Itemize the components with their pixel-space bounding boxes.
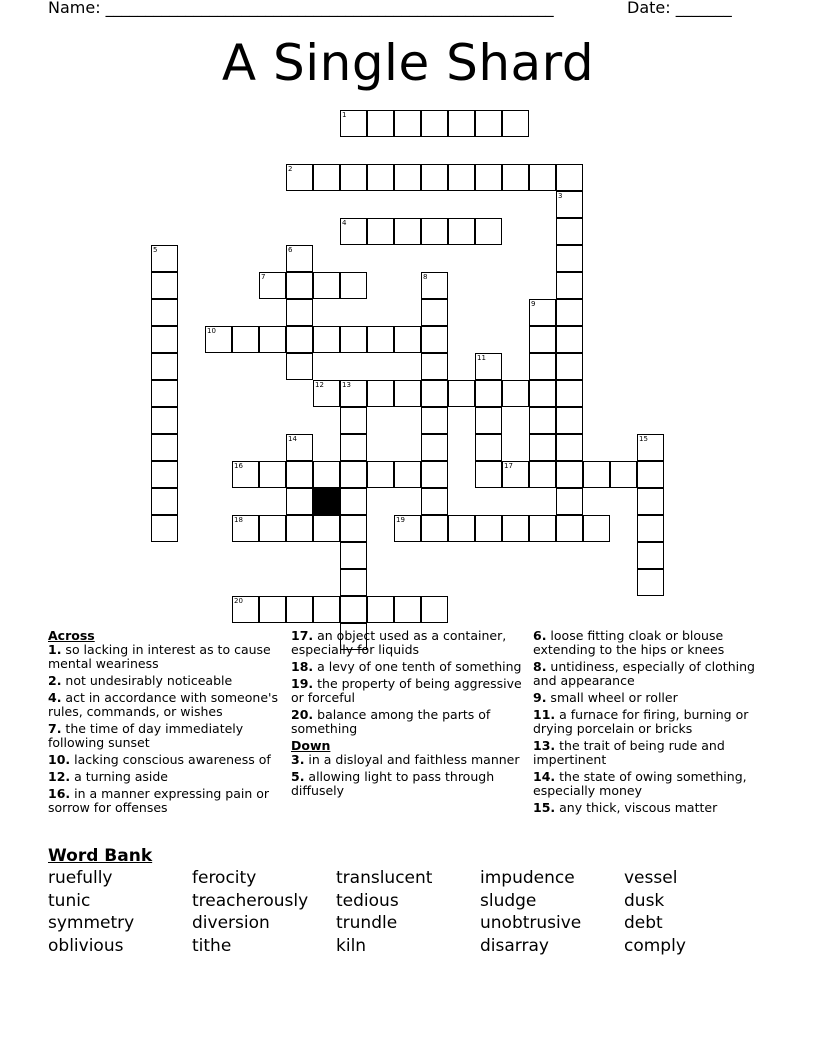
clue-num: 4. (48, 690, 62, 705)
clue-number: 5 (153, 246, 158, 254)
grid-cell[interactable] (448, 515, 475, 542)
clue-number: 18 (234, 516, 243, 524)
grid-cell[interactable] (421, 515, 448, 542)
grid-cell[interactable] (502, 515, 529, 542)
grid-cell[interactable] (151, 299, 178, 326)
grid-cell[interactable] (340, 380, 367, 407)
grid-cell[interactable] (340, 218, 367, 245)
clue-text: loose fitting cloak or blouse extending to the hips or knees (533, 628, 725, 657)
grid-cell[interactable] (421, 380, 448, 407)
down-clue (533, 801, 773, 815)
clue-num: 7. (48, 721, 62, 736)
grid-cell[interactable] (556, 353, 583, 380)
clue-text: the trait of being rude and impertinent (533, 738, 725, 767)
grid-cell[interactable] (529, 461, 556, 488)
down-clue (533, 660, 773, 688)
grid-cell[interactable] (367, 164, 394, 191)
grid-cell[interactable] (502, 380, 529, 407)
grid-cell[interactable] (556, 164, 583, 191)
grid-cell[interactable] (475, 515, 502, 542)
grid-cell[interactable] (529, 515, 556, 542)
clue-number: 20 (234, 597, 243, 605)
grid-cell[interactable] (286, 488, 313, 515)
grid-cell[interactable] (421, 488, 448, 515)
down-clue (533, 739, 773, 767)
word-bank-word: ruefully (48, 868, 113, 888)
grid-cell[interactable] (367, 110, 394, 137)
grid-cell[interactable] (421, 272, 448, 299)
grid-cell[interactable] (475, 164, 502, 191)
date-field-label: Date: _______ (627, 0, 732, 17)
grid-cell[interactable] (421, 326, 448, 353)
word-bank-title: Word Bank (48, 846, 153, 866)
grid-cell[interactable] (259, 272, 286, 299)
across-clue (48, 691, 280, 719)
across-clue (48, 722, 280, 750)
page-title: A Single Shard (221, 34, 595, 92)
grid-cell[interactable] (286, 272, 313, 299)
across-clue (48, 753, 280, 767)
grid-cell[interactable] (448, 164, 475, 191)
grid-cell[interactable] (610, 461, 637, 488)
clue-num: 15. (533, 800, 556, 815)
grid-cell[interactable] (556, 191, 583, 218)
clue-num: 1. (48, 642, 62, 657)
grid-cell[interactable] (151, 326, 178, 353)
grid-cell[interactable] (313, 515, 340, 542)
grid-cell[interactable] (205, 326, 232, 353)
grid-cell[interactable] (286, 245, 313, 272)
across-clue (291, 660, 523, 674)
grid-cell[interactable] (394, 461, 421, 488)
grid-cell[interactable] (448, 110, 475, 137)
grid-cell[interactable] (151, 272, 178, 299)
clue-num: 20. (291, 707, 314, 722)
grid-cell[interactable] (340, 326, 367, 353)
grid-cell[interactable] (583, 461, 610, 488)
grid-cell[interactable] (286, 164, 313, 191)
grid-cell[interactable] (259, 326, 286, 353)
clue-text: in a disloyal and faithless manner (304, 752, 520, 767)
clue-number: 4 (342, 219, 347, 227)
clue-text: a levy of one tenth of something (313, 659, 522, 674)
word-bank-word: trundle (336, 913, 398, 933)
clue-number: 16 (234, 462, 243, 470)
word-bank-word: tunic (48, 890, 91, 911)
word-bank-word: dusk (624, 890, 665, 911)
word-bank-word: debt (624, 913, 663, 933)
grid-cell[interactable] (313, 596, 340, 623)
clue-number: 7 (261, 273, 266, 281)
grid-cell[interactable] (637, 461, 664, 488)
grid-cell[interactable] (556, 218, 583, 245)
clue-number: 1 (342, 111, 347, 119)
grid-cell[interactable] (475, 380, 502, 407)
grid-cell[interactable] (556, 326, 583, 353)
grid-cell[interactable] (421, 164, 448, 191)
grid-cell[interactable] (394, 110, 421, 137)
grid-cell[interactable] (151, 434, 178, 461)
grid-cell[interactable] (421, 596, 448, 623)
clue-num: 16. (48, 786, 71, 801)
grid-cell[interactable] (232, 461, 259, 488)
grid-cell[interactable] (286, 299, 313, 326)
clue-num: 17. (291, 628, 314, 643)
clue-text: allowing light to pass through diffusely (291, 769, 495, 798)
grid-cell[interactable] (340, 110, 367, 137)
down-clue (291, 753, 523, 767)
grid-cell[interactable] (313, 164, 340, 191)
grid-cell[interactable] (637, 542, 664, 569)
grid-cell[interactable] (421, 434, 448, 461)
clue-text: the property of being aggressive or forceful (291, 676, 522, 705)
clue-text: in a manner expressing pain or sorrow for offenses (48, 786, 270, 815)
clue-column-1 (48, 629, 280, 818)
grid-cell[interactable] (313, 461, 340, 488)
clue-text: a furnace for firing, burning or drying porcelain or bricks (533, 707, 749, 736)
grid-cell[interactable] (232, 515, 259, 542)
grid-cell[interactable] (340, 434, 367, 461)
down-clue (533, 629, 773, 657)
grid-cell[interactable] (367, 461, 394, 488)
word-bank-word: vessel (624, 868, 678, 888)
grid-cell[interactable] (340, 596, 367, 623)
grid-cell[interactable] (421, 299, 448, 326)
grid-cell[interactable] (448, 380, 475, 407)
name-field-label: Name: ________________________________________________________ (48, 0, 554, 17)
word-bank-word: oblivious (48, 935, 124, 956)
grid-cell[interactable] (286, 596, 313, 623)
grid-cell[interactable] (637, 488, 664, 515)
across-clue (48, 787, 280, 815)
clue-text: the time of day immediately following sunset (48, 721, 244, 750)
clue-num: 9. (533, 690, 547, 705)
clue-number: 17 (504, 462, 513, 470)
down-clue (291, 770, 523, 798)
clue-text: lacking conscious awareness of (70, 752, 271, 767)
word-bank-word: ferocity (192, 868, 257, 888)
grid-cell[interactable] (286, 326, 313, 353)
across-clue (48, 770, 280, 784)
clue-number: 14 (288, 435, 297, 443)
grid-cell[interactable] (151, 245, 178, 272)
grid-cell[interactable] (502, 461, 529, 488)
grid-cell[interactable] (286, 461, 313, 488)
grid-cell[interactable] (556, 407, 583, 434)
word-bank-word: impudence (480, 868, 575, 888)
grid-cell[interactable] (340, 164, 367, 191)
grid-cell[interactable] (313, 326, 340, 353)
grid-cell[interactable] (556, 245, 583, 272)
grid-cell[interactable] (529, 353, 556, 380)
grid-cell[interactable] (151, 461, 178, 488)
grid-cell[interactable] (556, 488, 583, 515)
grid-cell[interactable] (556, 461, 583, 488)
clue-number: 3 (558, 192, 563, 200)
word-bank-word: sludge (480, 890, 537, 911)
grid-cell[interactable] (529, 380, 556, 407)
clue-number: 10 (207, 327, 216, 335)
word-bank-word: translucent (336, 868, 433, 888)
clue-num: 8. (533, 659, 547, 674)
word-bank-word: treacherously (192, 890, 309, 911)
clue-number: 19 (396, 516, 405, 524)
grid-cell[interactable] (529, 299, 556, 326)
grid-cell[interactable] (556, 272, 583, 299)
clue-number: 9 (531, 300, 536, 308)
clue-num: 13. (533, 738, 556, 753)
grid-cell[interactable] (475, 110, 502, 137)
grid-cell[interactable] (502, 164, 529, 191)
grid-cell[interactable] (367, 596, 394, 623)
across-clue (291, 677, 523, 705)
grid-cell[interactable] (367, 218, 394, 245)
grid-cell[interactable] (394, 380, 421, 407)
grid-cell[interactable] (151, 407, 178, 434)
clue-text: the state of owing something, especially money (533, 769, 747, 798)
word-bank-word: comply (624, 935, 686, 956)
clue-column-2 (291, 629, 523, 801)
grid-cell[interactable] (340, 272, 367, 299)
grid-cell[interactable] (529, 407, 556, 434)
grid-cell[interactable] (475, 353, 502, 380)
clue-text: so lacking in interest as to cause mental weariness (48, 642, 271, 671)
clue-number: 6 (288, 246, 293, 254)
grid-cell[interactable] (340, 407, 367, 434)
clue-num: 2. (48, 673, 62, 688)
grid-cell[interactable] (259, 461, 286, 488)
grid-cell[interactable] (394, 515, 421, 542)
grid-cell[interactable] (232, 596, 259, 623)
grid-cell[interactable] (421, 461, 448, 488)
grid-cell[interactable] (475, 218, 502, 245)
clue-column-3 (533, 629, 773, 818)
down-clue (533, 691, 773, 705)
grid-cell[interactable] (502, 110, 529, 137)
grid-cell[interactable] (286, 434, 313, 461)
grid-cell[interactable] (340, 515, 367, 542)
word-bank-word: tedious (336, 890, 399, 911)
across-heading: Across (48, 628, 95, 643)
word-bank (48, 868, 768, 956)
clue-num: 5. (291, 769, 305, 784)
across-clue (48, 674, 280, 688)
down-clue (533, 770, 773, 798)
grid-cell[interactable] (448, 218, 475, 245)
grid-cell[interactable] (151, 515, 178, 542)
clue-num: 19. (291, 676, 314, 691)
clue-text: small wheel or roller (546, 690, 678, 705)
grid-cell[interactable] (637, 515, 664, 542)
clue-number: 15 (639, 435, 648, 443)
down-clue (533, 708, 773, 736)
grid-cell[interactable] (340, 461, 367, 488)
grid-cell[interactable] (529, 164, 556, 191)
grid-cell[interactable] (421, 407, 448, 434)
across-clue (48, 643, 280, 671)
grid-cell[interactable] (151, 353, 178, 380)
grid-cell[interactable] (286, 515, 313, 542)
across-clue (291, 708, 523, 736)
across-clue (291, 629, 523, 657)
grid-cell[interactable] (556, 434, 583, 461)
grid-cell[interactable] (637, 569, 664, 596)
clue-number: 12 (315, 381, 324, 389)
grid-cell[interactable] (151, 488, 178, 515)
clue-number: 11 (477, 354, 486, 362)
grid-cell[interactable] (529, 434, 556, 461)
grid-cell[interactable] (340, 569, 367, 596)
clue-num: 6. (533, 628, 547, 643)
word-bank-word: kiln (336, 935, 367, 956)
grid-cell[interactable] (556, 380, 583, 407)
clue-text: act in accordance with someone's rules, commands, or wishes (48, 690, 278, 719)
clue-text: any thick, viscous matter (555, 800, 718, 815)
grid-cell[interactable] (151, 380, 178, 407)
word-bank-word: unobtrusive (480, 913, 582, 933)
grid-cell[interactable] (475, 407, 502, 434)
clue-number: 13 (342, 381, 351, 389)
grid-cell[interactable] (421, 110, 448, 137)
grid-block-cell (313, 488, 340, 515)
grid-cell[interactable] (583, 515, 610, 542)
grid-cell[interactable] (367, 380, 394, 407)
word-bank-word: symmetry (48, 913, 135, 933)
grid-cell[interactable] (475, 434, 502, 461)
grid-cell[interactable] (421, 218, 448, 245)
clue-num: 11. (533, 707, 556, 722)
grid-cell[interactable] (313, 272, 340, 299)
grid-cell[interactable] (340, 542, 367, 569)
grid-cell[interactable] (286, 353, 313, 380)
clue-number: 8 (423, 273, 428, 281)
clue-text: untidiness, especially of clothing and appearance (533, 659, 755, 688)
clue-num: 10. (48, 752, 71, 767)
grid-cell[interactable] (475, 461, 502, 488)
down-heading: Down (291, 738, 331, 753)
clue-text: not undesirably noticeable (61, 673, 233, 688)
grid-cell[interactable] (232, 326, 259, 353)
grid-cell[interactable] (340, 488, 367, 515)
grid-cell[interactable] (394, 326, 421, 353)
word-bank-word: disarray (480, 935, 549, 956)
grid-cell[interactable] (394, 164, 421, 191)
grid-cell[interactable] (637, 434, 664, 461)
clue-num: 3. (291, 752, 305, 767)
word-bank-word: diversion (192, 913, 270, 933)
grid-cell[interactable] (313, 380, 340, 407)
clue-text: an object used as a container, especially for liquids (291, 628, 507, 657)
clue-text: a turning aside (70, 769, 169, 784)
grid-cell[interactable] (394, 218, 421, 245)
clue-num: 18. (291, 659, 314, 674)
word-bank-word: tithe (192, 935, 232, 956)
grid-cell[interactable] (259, 596, 286, 623)
grid-cell[interactable] (394, 596, 421, 623)
grid-cell[interactable] (421, 353, 448, 380)
clue-num: 12. (48, 769, 71, 784)
grid-cell[interactable] (259, 515, 286, 542)
clue-text: balance among the parts of something (291, 707, 491, 736)
clue-num: 14. (533, 769, 556, 784)
grid-cell[interactable] (556, 515, 583, 542)
grid-cell[interactable] (529, 326, 556, 353)
grid-cell[interactable] (367, 326, 394, 353)
clue-number: 2 (288, 165, 293, 173)
grid-cell[interactable] (556, 299, 583, 326)
